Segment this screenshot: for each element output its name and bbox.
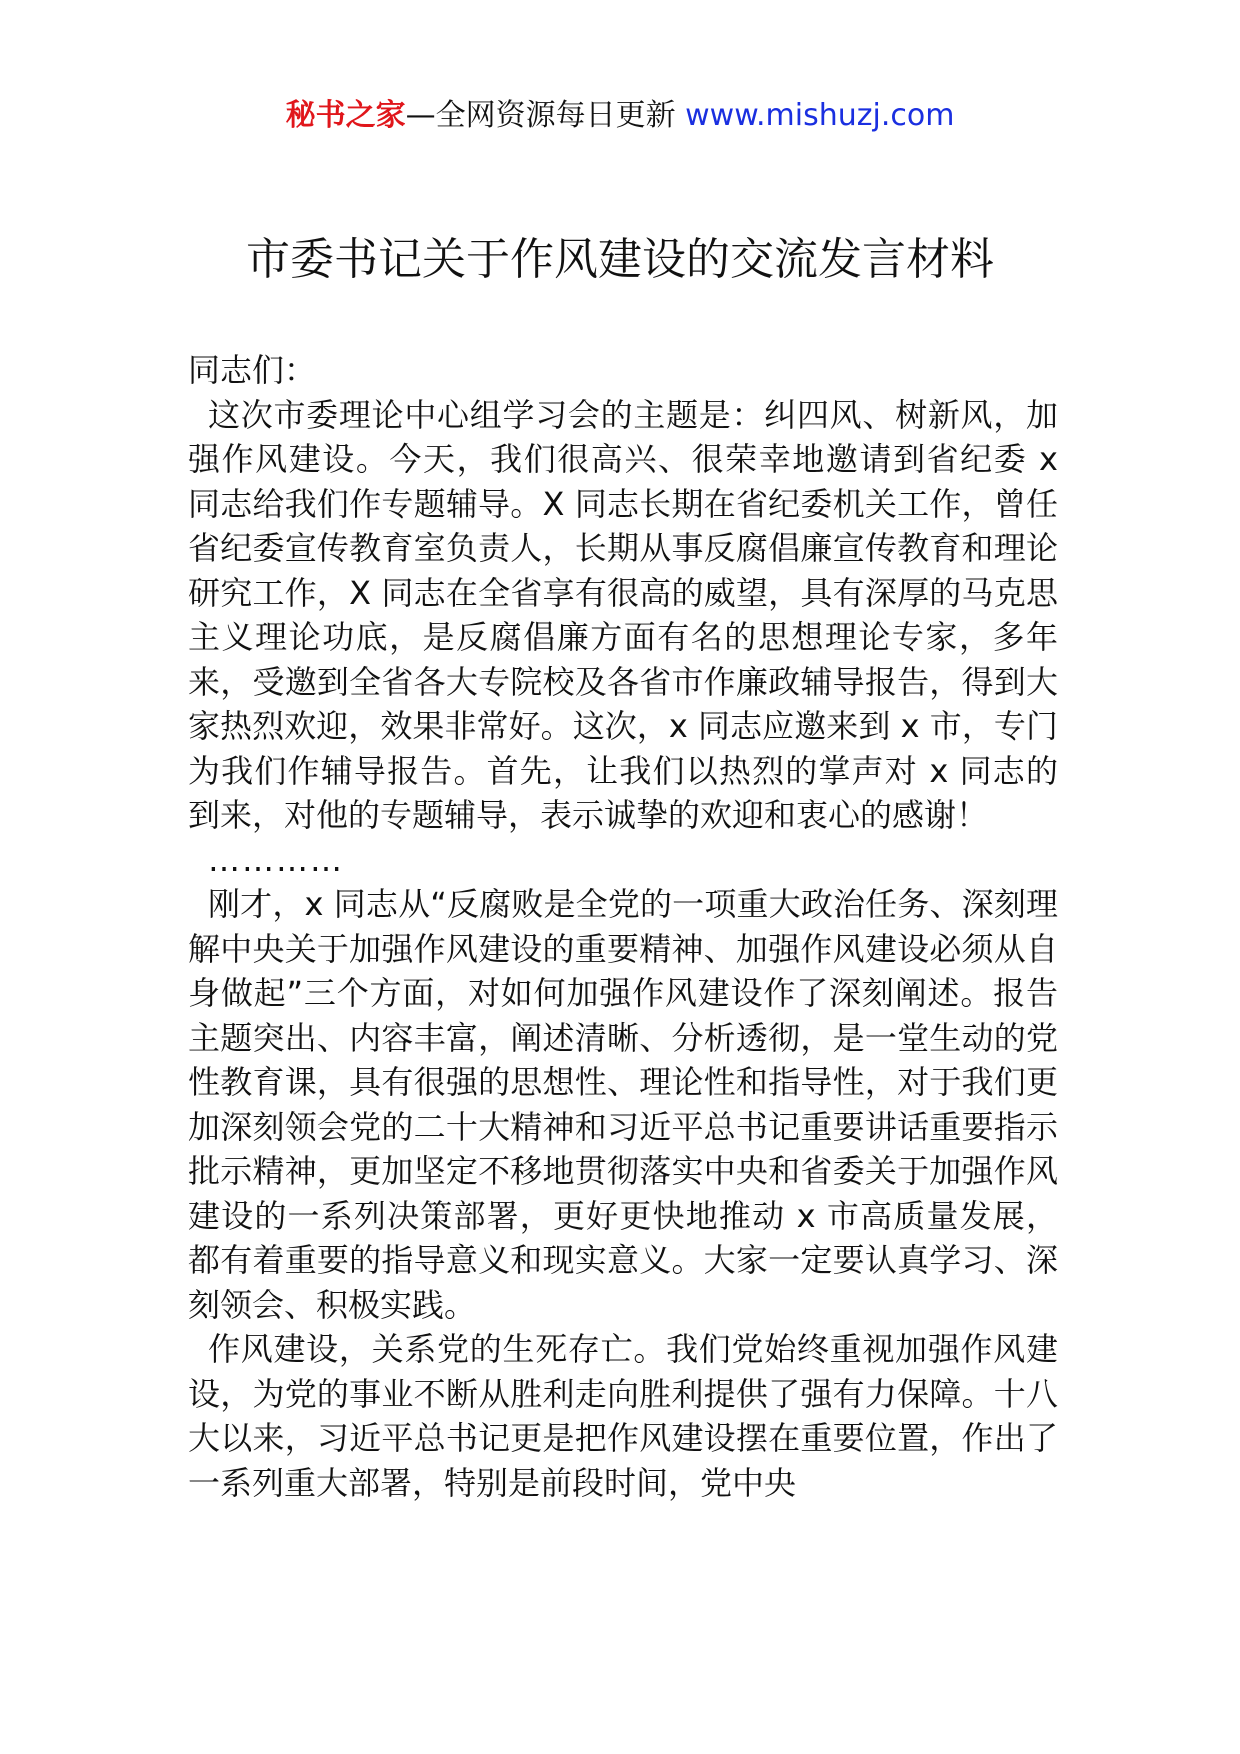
banner-tagline: —全网资源每日更新 [405, 98, 686, 133]
brand-name: 秘书之家 [285, 98, 406, 133]
document-title: 市委书记关于作风建设的交流发言材料 [246, 234, 994, 285]
site-url-link[interactable]: www.mishuzj.com [685, 98, 955, 133]
paragraph-style-building: 作风建设，关系党的生死存亡。我们党始终重视加强作风建设，为党的事业不断从胜利走向胜利提供了强有力保障。十八大以来，习近平总书记更是把作风建设摆在重要位置，作出了一系列重大部署，特别是前段时间，党中央 [188, 1330, 1058, 1502]
paragraph-ellipsis: ………… [208, 840, 344, 879]
paragraph-intro: 这次市委理论中心组学习会的主题是：纠四风、树新风，加强作风建设。今天，我们很高兴、很荣幸地邀请到省纪委 x 同志给我们作专题辅导。X 同志长期在省纪委机关工作，曾任省纪委宣传教育室负责人，长期从事反腐倡廉宣传教育和理论研究工作，X 同志在全省享有很高的威望，具有深厚的马克思主义理论功底，是反腐倡廉方面有名的思想理论专家，多年来，受邀到全省各大专院校及各省市作廉政辅导报告，得到大家热烈欢迎，效果非常好。这次，x 同志应邀来到 x 市，专门为我们作辅导报告。首先，让我们以热烈的掌声对 x 同志的到来，对他的专题辅导，表示诚挚的欢迎和衷心的感谢！ [188, 395, 1058, 834]
document-body [188, 348, 1058, 1505]
salutation: 同志们： [188, 351, 317, 389]
site-banner [0, 96, 1240, 136]
paragraph-summary: 刚才，x 同志从“反腐败是全党的一项重大政治任务、深刻理解中央关于加强作风建设的重要精神、加强作风建设必须从自身做起”三个方面，对如何加强作风建设作了深刻阐述。报告主题突出、内容丰富，阐述清晰、分析透彻，是一堂生动的党性教育课，具有很强的思想性、理论性和指导性，对于我们更加深刻领会党的二十大精神和习近平总书记重要讲话重要指示批示精神，更加坚定不移地贯彻落实中央和省委关于加强作风建设的一系列决策部署，更好更快地推动 x 市高质量发展，都有着重要的指导意义和现实意义。大家一定要认真学习、深刻领会、积极实践。 [188, 885, 1058, 1324]
